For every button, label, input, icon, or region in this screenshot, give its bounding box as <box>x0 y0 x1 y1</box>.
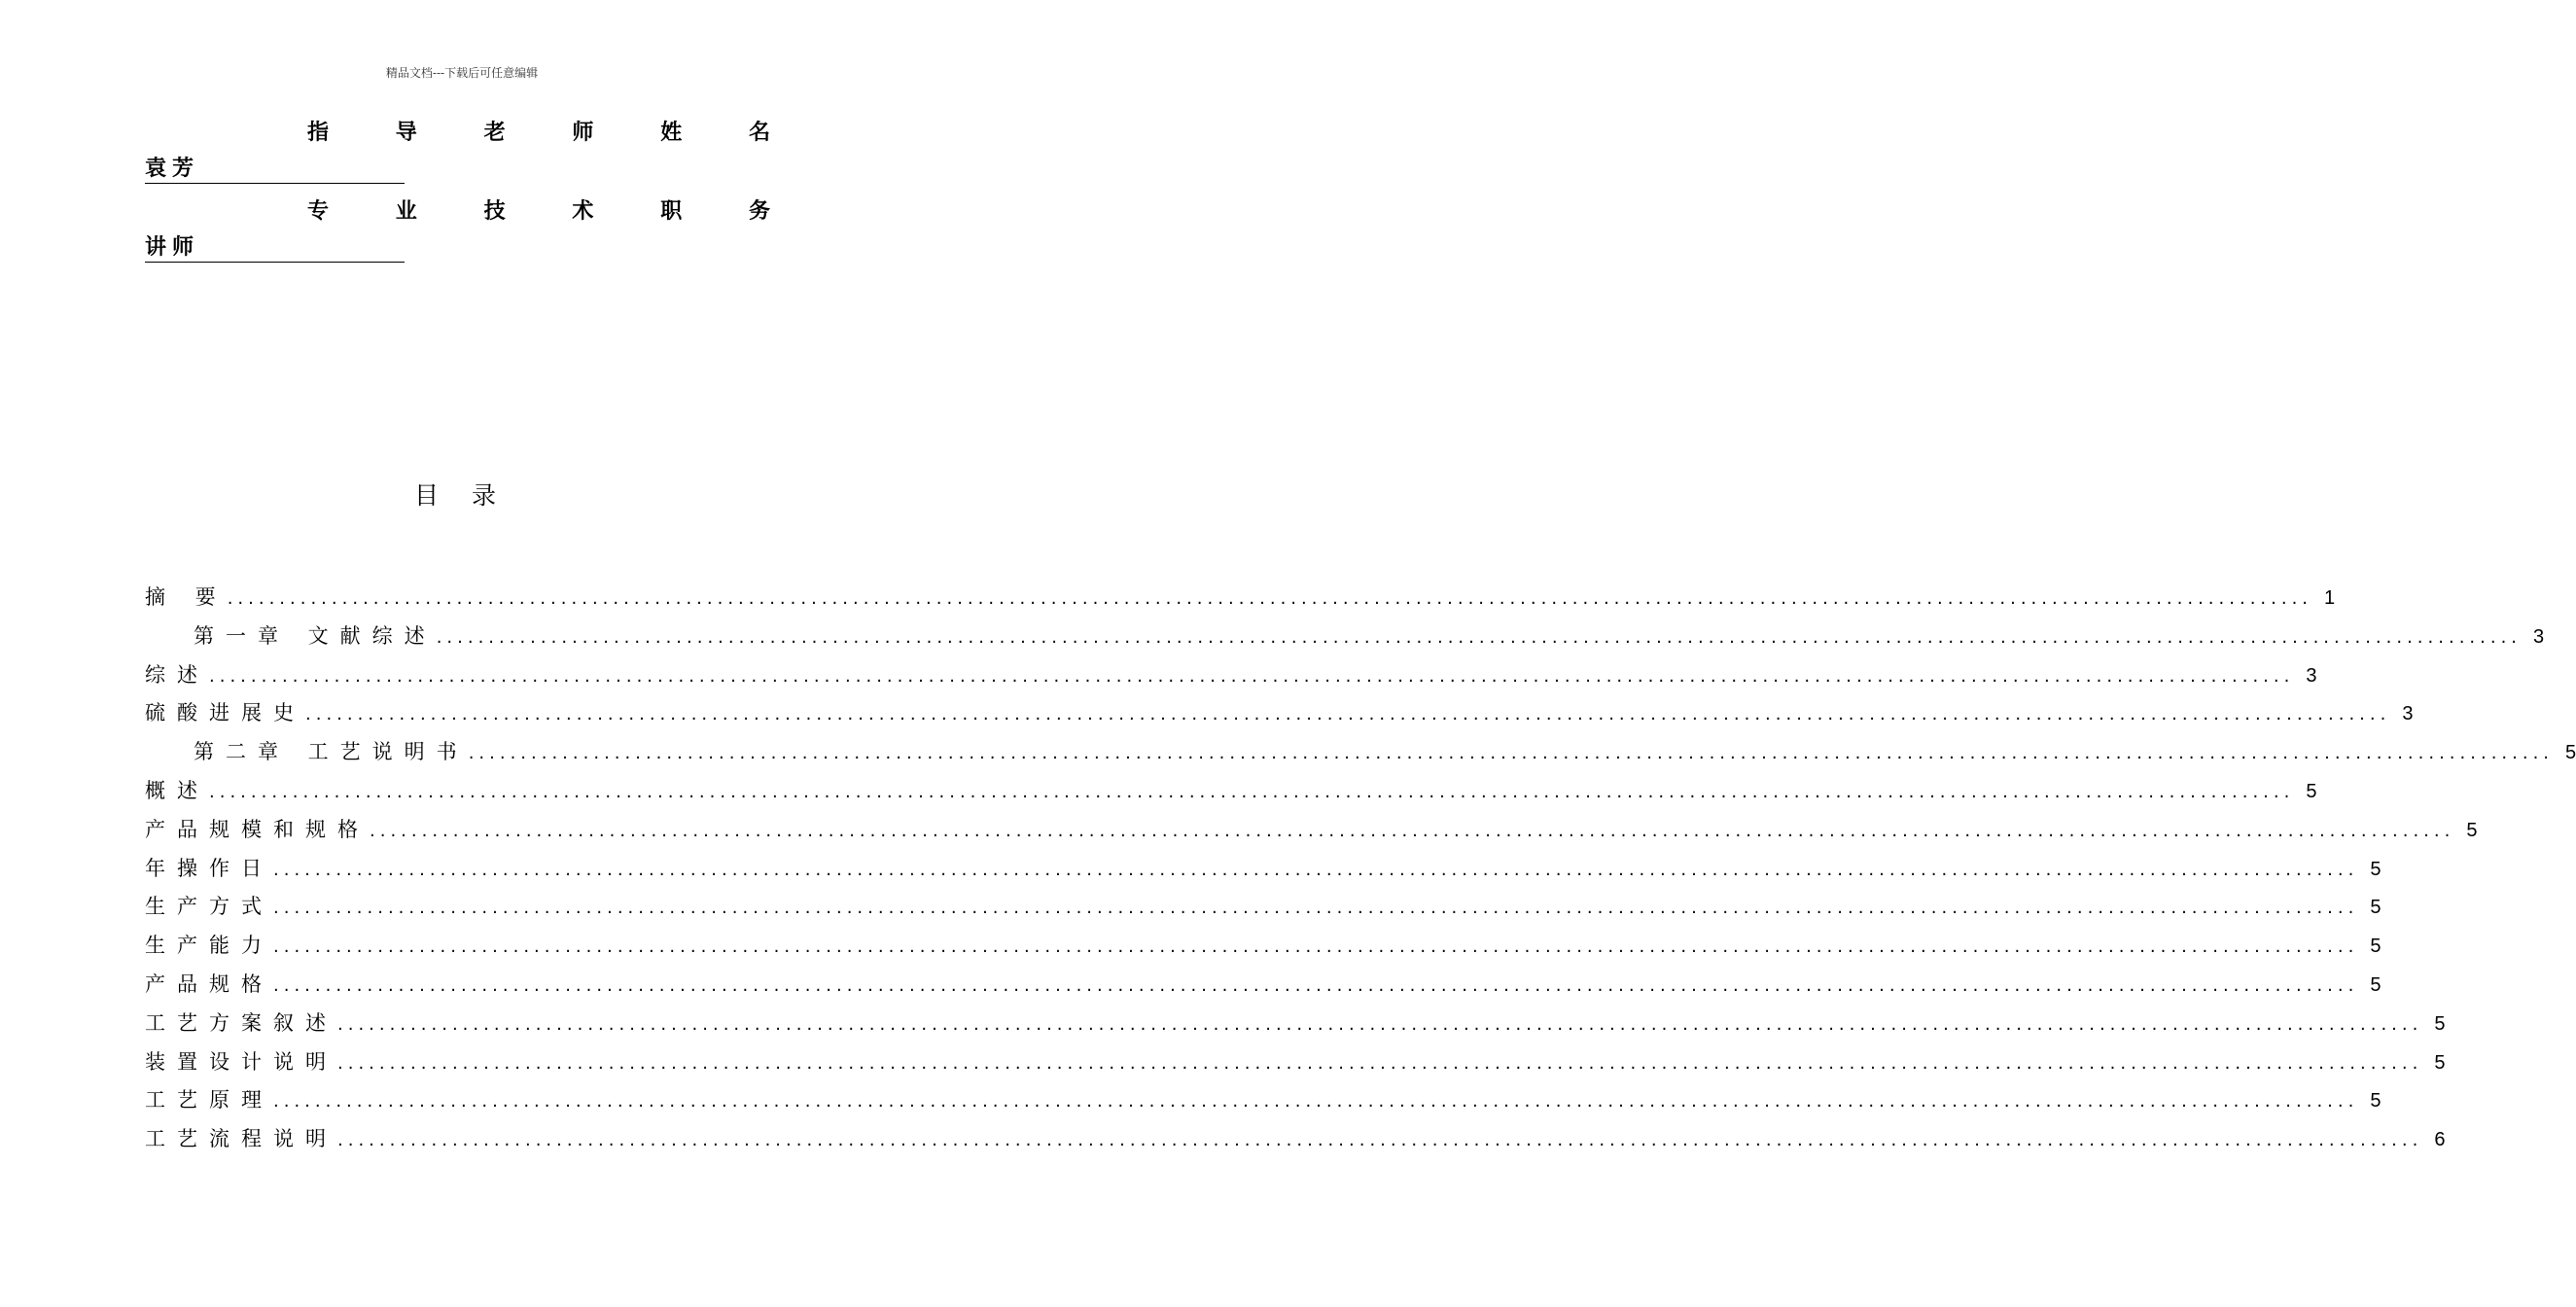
advisor-label-char: 老 <box>483 121 506 145</box>
toc-entry-label: 概述 <box>145 778 209 802</box>
toc-entry-page: 3 <box>2533 625 2545 648</box>
toc-dot-leader: ........................................................................................................................................................................................................ <box>337 1013 2423 1035</box>
toc-entry[interactable] <box>145 734 2576 773</box>
toc-dot-leader: ........................................................................................................................................................................................................ <box>468 743 2555 764</box>
toc-entry-page: 5 <box>2565 742 2576 764</box>
toc-entry[interactable] <box>145 695 2414 734</box>
toc-entry-page: 1 <box>2324 587 2336 609</box>
toc-entry[interactable] <box>145 773 2317 812</box>
toc-entry-page: 5 <box>2370 936 2382 958</box>
advisor-name-value: 袁芳 <box>145 156 405 184</box>
toc-entry-label: 工艺原理 <box>145 1088 273 1113</box>
toc-entry[interactable] <box>145 967 2382 1006</box>
page-header-note: 精品文档---下载后可任意编辑 <box>385 66 539 80</box>
advisor-label-char: 姓 <box>660 121 683 145</box>
toc-entry-label: 综述 <box>145 662 209 687</box>
toc-entry-label: 硫酸进展史 <box>145 701 305 725</box>
title-label-char: 术 <box>572 199 594 224</box>
toc-entry-page: 5 <box>2466 819 2478 841</box>
toc-entry-page: 5 <box>2370 858 2382 880</box>
toc-entry-label: 生产能力 <box>145 934 273 958</box>
title-label-char: 专 <box>307 199 330 224</box>
toc-entry-page: 3 <box>2402 703 2414 725</box>
toc-dot-leader: ........................................................................................................................................................................................................ <box>209 665 2295 687</box>
title-label-char: 务 <box>748 199 770 224</box>
toc-entry-label: 产品规模和规格 <box>145 817 370 841</box>
toc-entry-label: 第一章 文献综述 <box>194 623 437 648</box>
toc-dot-leader: ........................................................................................................................................................................................................ <box>209 781 2295 802</box>
toc-dot-leader: ........................................................................................................................................................................................................ <box>273 974 2359 996</box>
toc-title: 目录 <box>414 481 530 510</box>
toc-dot-leader: ........................................................................................................................................................................................................ <box>337 1130 2423 1151</box>
toc-entry-label: 产品规格 <box>145 971 273 996</box>
toc-dot-leader: ........................................................................................................................................................................................................ <box>370 820 2455 841</box>
toc-dot-leader: ........................................................................................................................................................................................................ <box>337 1052 2423 1074</box>
toc-entry[interactable] <box>145 580 2336 618</box>
toc-entry-label: 第二章 工艺说明书 <box>194 740 469 764</box>
toc-entry-page: 5 <box>2306 780 2317 802</box>
toc-entry-page: 5 <box>2370 1090 2382 1113</box>
toc-entry-label: 生产方式 <box>145 895 273 919</box>
toc-dot-leader: ........................................................................................................................................................................................................ <box>273 1091 2359 1113</box>
professional-title-value: 讲师 <box>145 234 405 263</box>
toc-entry[interactable] <box>145 812 2478 851</box>
toc-dot-leader: ........................................................................................................................................................................................................ <box>436 626 2523 648</box>
advisor-label-char: 指 <box>307 121 330 145</box>
toc-entry[interactable] <box>145 1044 2446 1083</box>
toc-entry[interactable] <box>145 1082 2382 1121</box>
toc-entry-page: 6 <box>2434 1129 2446 1151</box>
advisor-label-char: 名 <box>748 121 770 145</box>
toc-entry-label: 工艺方案叙述 <box>145 1010 337 1035</box>
professional-title-label <box>307 197 770 227</box>
toc-entry-page: 5 <box>2434 1012 2446 1035</box>
toc-entry-label: 装置设计说明 <box>145 1049 337 1074</box>
advisor-label-char: 导 <box>395 121 417 145</box>
toc-entry-page: 3 <box>2306 664 2317 687</box>
toc-dot-leader: ........................................................................................................................................................................................................ <box>273 936 2359 958</box>
toc-entry[interactable] <box>145 618 2545 657</box>
toc-entry[interactable] <box>145 889 2382 928</box>
toc-entry[interactable] <box>145 851 2382 890</box>
toc-entry-page: 5 <box>2370 897 2382 919</box>
toc-entry-label: 年操作日 <box>145 856 273 880</box>
toc-dot-leader: ........................................................................................................................................................................................................ <box>273 898 2359 919</box>
table-of-contents <box>145 580 2576 1160</box>
title-label-char: 技 <box>483 199 506 224</box>
title-label-char: 职 <box>660 199 683 224</box>
toc-entry-label: 摘 要 <box>145 585 228 609</box>
toc-entry-label: 工艺流程说明 <box>145 1127 337 1151</box>
toc-entry[interactable] <box>145 1121 2446 1160</box>
toc-dot-leader: ........................................................................................................................................................................................................ <box>227 588 2313 609</box>
advisor-name-label <box>307 119 770 148</box>
title-label-char: 业 <box>395 199 417 224</box>
toc-entry[interactable] <box>145 928 2382 967</box>
toc-entry-page: 5 <box>2434 1051 2446 1074</box>
toc-entry-page: 5 <box>2370 973 2382 996</box>
toc-dot-leader: ........................................................................................................................................................................................................ <box>305 704 2391 725</box>
toc-entry[interactable] <box>145 1006 2446 1044</box>
advisor-label-char: 师 <box>572 121 594 145</box>
toc-dot-leader: ........................................................................................................................................................................................................ <box>273 859 2359 880</box>
toc-entry[interactable] <box>145 657 2317 696</box>
